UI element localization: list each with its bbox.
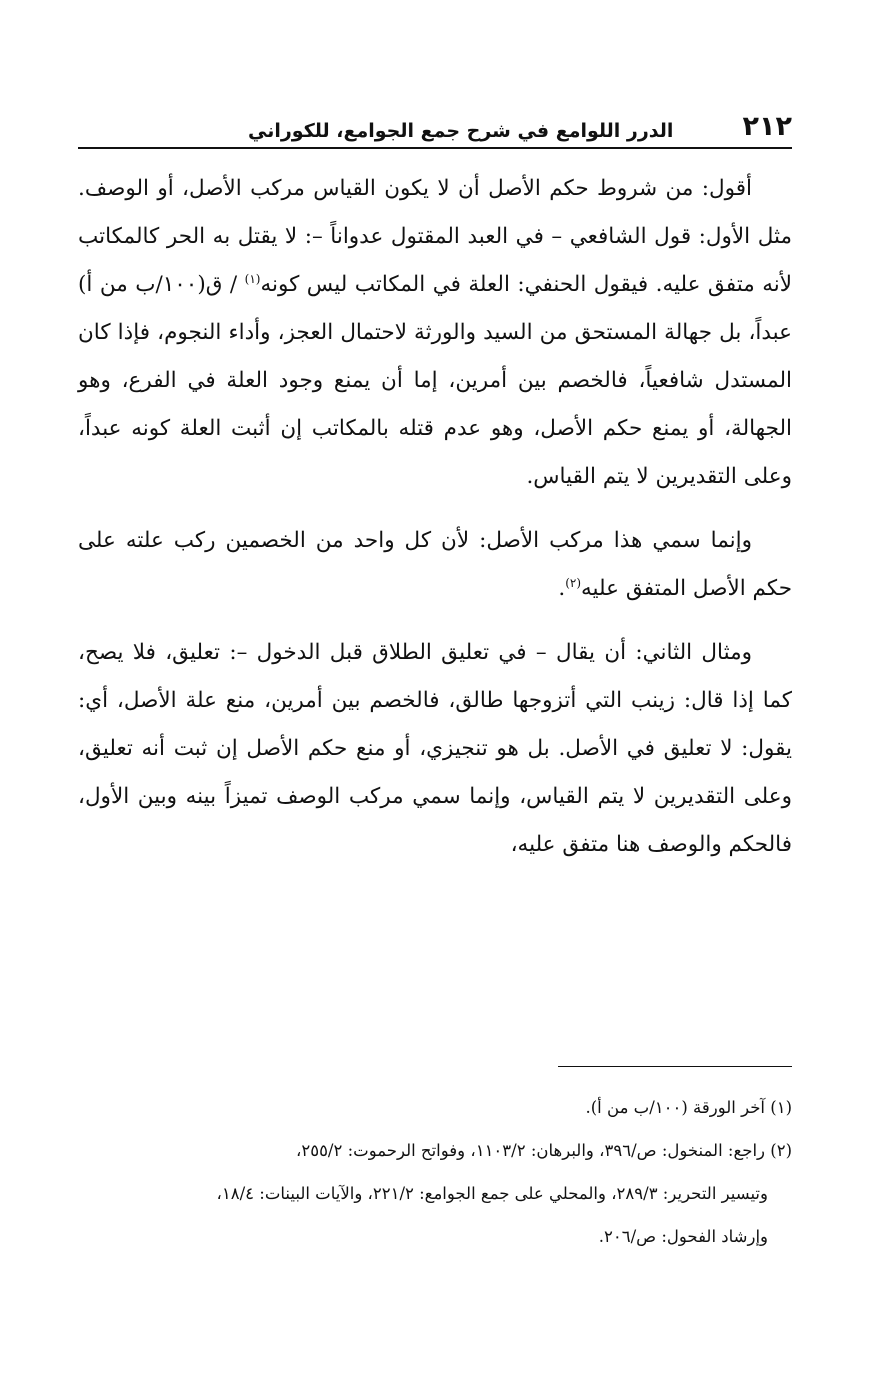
- paragraph-2-part-b: .: [558, 576, 566, 601]
- paragraph-3: ومثال الثاني: أن يقال – في تعليق الطلاق قبل الدخول –: تعليق، فلا يصح، كما إذا قال: زينب التي أتزوجها طالق، فالخصم بين أمرين، منع علة الأصل، أي: يقول: لا تعليق في الأصل. بل هو تنجيزي، أو منع حكم الأصل إن ثبت أنه تعليق، وعلى التقديرين لا يتم القياس، وإنما سمي مركب الوصف تميزاً بينه وبين الأول، فالحكم والوصف هنا متفق عليه،: [78, 640, 792, 857]
- footnotes: [78, 1086, 792, 1258]
- header-rule: [78, 147, 792, 149]
- running-title: الدرر اللوامع في شرح جمع الجوامع، للكوراني: [248, 120, 674, 142]
- main-text: [78, 165, 792, 869]
- paragraph-1-part-a: أقول: من شروط حكم الأصل أن لا يكون القياس مركب الأصل، أو الوصف. مثل الأول: قول الشافعي – في العبد المقتول عدواناً –: لا يقتل به الحر كالمكاتب لأنه متفق عليه. فيقول الحنفي: العلة في المكاتب ليس كونه: [78, 176, 792, 297]
- footnote-separator: [558, 1066, 792, 1067]
- footnote-1: (١) آخر الورقة (١٠٠/ب من أ).: [585, 1098, 792, 1117]
- page-header: [78, 100, 792, 142]
- footnote-2-line-2: وتيسير التحرير: ٢٨٩/٣، والمحلي على جمع الجوامع: ٢٢١/٢، والآيات البينات: ١٨/٤،: [216, 1184, 768, 1203]
- footnote-ref-2: (٢): [565, 575, 582, 590]
- paragraph-2-part-a: وإنما سمي هذا مركب الأصل: لأن كل واحد من الخصمين ركب علته على حكم الأصل المتفق عليه: [78, 528, 792, 601]
- footnote-2-line-1: (٢) راجع: المنخول: ص/٣٩٦، والبرهان: ١١٠٣/٢، وفواتح الرحموت: ٢٥٥/٢،: [296, 1141, 792, 1160]
- footnote-2-line-3: وإرشاد الفحول: ص/٢٠٦.: [598, 1227, 768, 1246]
- footnote-ref-1: (١): [244, 271, 261, 286]
- paragraph-1: [78, 165, 792, 501]
- paragraph-1-part-b: / ق(١٠٠/ب من أ) عبداً، بل جهالة المستحق من السيد والورثة لاحتمال العجز، وأداء النجوم، فإذا كان المستدل شافعياً، فالخصم بين أمرين، إما أن يمنع وجود العلة في الفرع، وهو الجهالة، أو يمنع حكم الأصل، وهو عدم قتله بالمكاتب إن أثبت العلة كونه عبداً، وعلى التقديرين لا يتم القياس.: [78, 272, 792, 489]
- page-number: ٢١٢: [742, 111, 792, 142]
- paragraph-2: [78, 517, 792, 613]
